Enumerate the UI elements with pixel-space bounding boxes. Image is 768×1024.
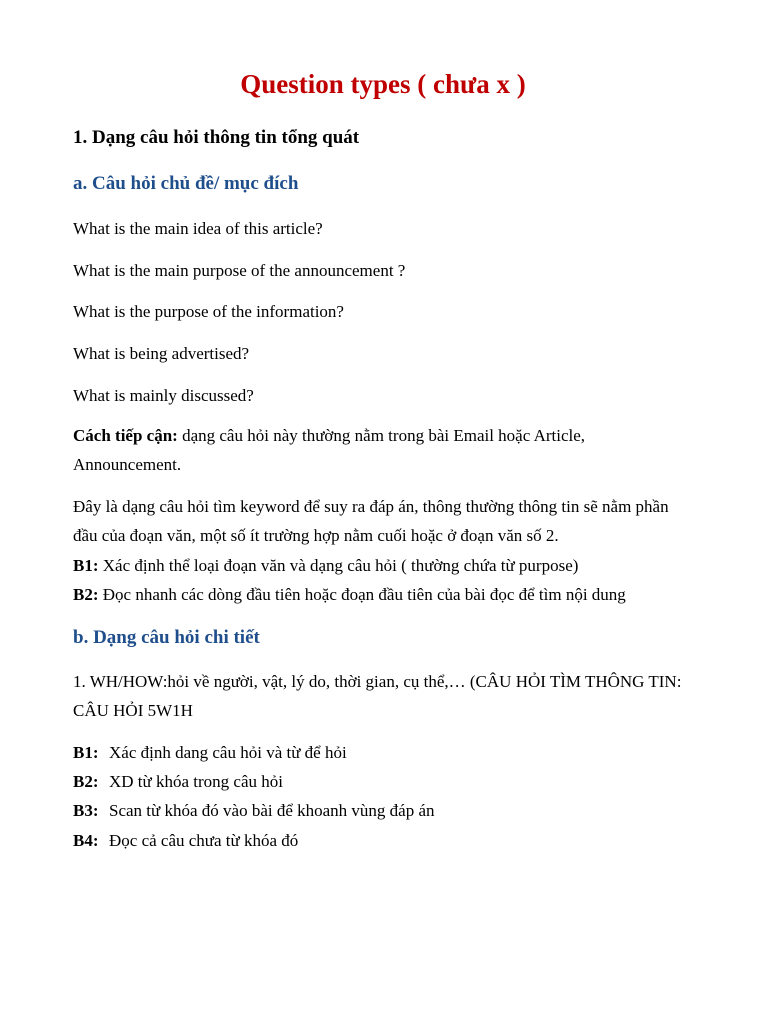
example-question: What is the purpose of the information? xyxy=(73,302,344,321)
example-question: What is mainly discussed? xyxy=(73,386,254,405)
approach-text: dạng câu hỏi này thường nằm trong bài Email hoặc Article, Announcement. xyxy=(73,426,586,474)
step-item xyxy=(73,584,626,606)
approach-label: Cách tiếp cận: xyxy=(73,426,178,445)
section-heading-general-questions: 1. Dạng câu hỏi thông tin tổng quát xyxy=(73,127,360,148)
step-text: Xác định thể loại đoạn văn và dạng câu hỏi ( thường chứa từ purpose) xyxy=(98,556,579,575)
step-text: Scan từ khóa đó vào bài để khoanh vùng đáp án xyxy=(109,801,435,820)
step-item xyxy=(73,800,435,822)
step-label: B1: xyxy=(73,743,99,762)
wh-how-paragraph: 1. WH/HOW:hỏi về người, vật, lý do, thời gian, cụ thể,… (CÂU HỎI TÌM THÔNG TIN: CÂU HỎI 5W1H xyxy=(73,672,682,720)
step-label: B4: xyxy=(73,831,99,850)
step-label: B1: xyxy=(73,556,99,575)
example-question: What is the main purpose of the announcement ? xyxy=(73,261,406,280)
example-question: What is the main idea of this article? xyxy=(73,219,323,238)
step-item xyxy=(73,771,283,793)
step-text: Xác định dang câu hỏi và từ để hỏi xyxy=(109,743,347,762)
step-label: B2: xyxy=(73,585,99,604)
approach-paragraph xyxy=(73,421,683,479)
subheading-topic-purpose: a. Câu hỏi chủ đề/ mục đích xyxy=(73,173,299,194)
step-item xyxy=(73,830,298,852)
step-text: Đọc nhanh các dòng đầu tiên hoặc đoạn đầu tiên của bài đọc để tìm nội dung xyxy=(98,585,626,604)
page-title: Question types ( chưa x ) xyxy=(240,69,526,99)
subheading-detail-questions: b. Dạng câu hỏi chi tiết xyxy=(73,627,260,648)
step-item xyxy=(73,742,347,764)
step-text: XD từ khóa trong câu hỏi xyxy=(109,772,283,791)
step-label: B2: xyxy=(73,772,99,791)
example-question: What is being advertised? xyxy=(73,344,250,363)
step-item xyxy=(73,555,578,577)
explanation-paragraph: Đây là dạng câu hỏi tìm keyword để suy ra đáp án, thông thường thông tin sẽ nằm phần đầu của đoạn văn, một số ít trường hợp nằm cuối hoặc ở đoạn văn số 2. xyxy=(73,497,669,545)
step-text: Đọc cả câu chưa từ khóa đó xyxy=(109,831,299,850)
step-label: B3: xyxy=(73,801,99,820)
